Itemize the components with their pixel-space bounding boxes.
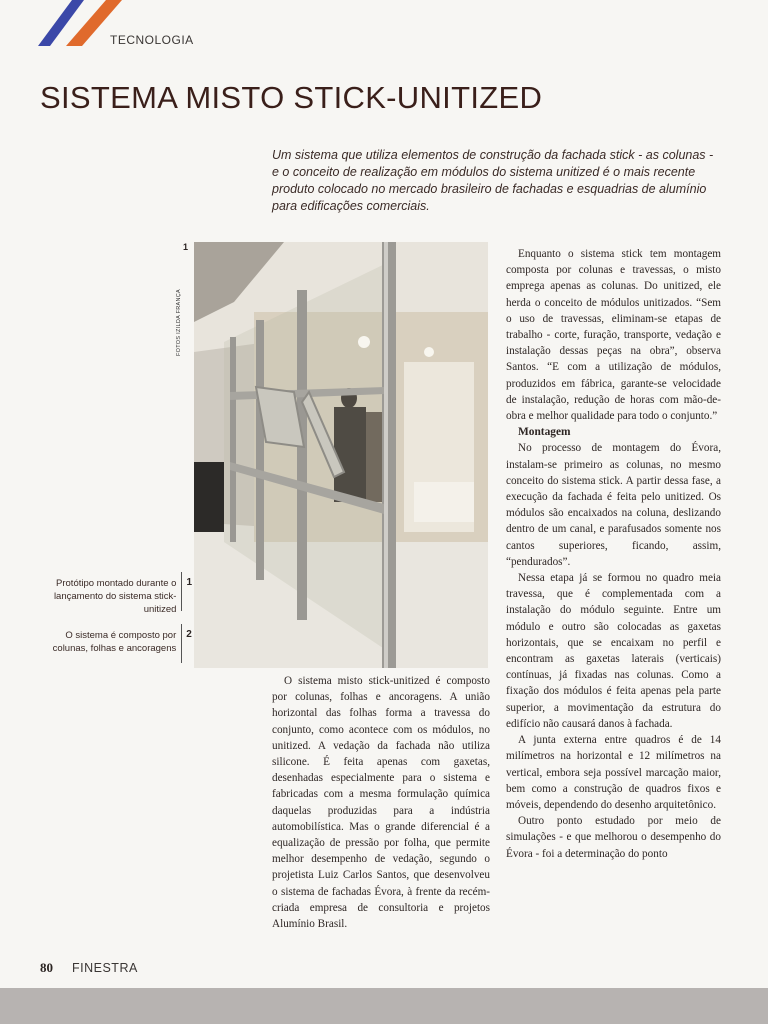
caption-1-text: Protótipo montado durante o lançamento do sistema stick-unitized — [53, 578, 177, 615]
body-paragraph-intro: Enquanto o sistema stick tem montagem composta por colunas e travessas, o misto emprega apenas as colunas. Do unitized, ele herda o conceito de módulos unitizados. “Sem o uso de travessas, eliminam-se etapas de trabalho - corte, furação, transporte, vedação e instalação dessas peças na obra”, observa Santos. “E com a utilização de módulos, produzidos em fábrica, garante-se velocidade de instalação, redução de horas com mão-de-obra e melhor qualidade para todo o conjunto.” — [506, 248, 721, 423]
caption-2-number: 2 — [181, 624, 192, 663]
caption-2 — [40, 624, 192, 663]
body-paragraph: O sistema misto stick-unitized é composto por colunas, folhas e ancoragens. A união horizontal das folhas forma a travessa do conjunto, como acontece com os módulos, no unitized. A vedação da fachada não utiliza silicone. É feita apenas com gaxetas, desenhadas especialmente para o sistema e fabricadas com a mesma formulação química daquelas produzidas para a indústria automobilística. Mas o grande diferencial é a equalização de pressão por folha, que permite melhor desempenho de vedação, segundo o projetista Luiz Carlos Santos, que desenvolveu o sistema de fachadas Évora, à frente da recém-criada empresa de consultoria e projetos Alumínio Brasil. — [272, 675, 490, 931]
photo-captions — [40, 572, 192, 671]
footer-band — [0, 988, 768, 1024]
facade-prototype-photo — [194, 242, 488, 668]
caption-1-number: 1 — [181, 572, 192, 611]
body-paragraph: No processo de montagem do Évora, instalam-se primeiro as colunas, no mesmo conceito do sistema stick. A partir dessa fase, a execução da fachada é feita pelo unitized. Os módulos são encaixados na coluna, deslizando dentro de um canal, e parafusados somente nos cantos superiores, ficando, assim, “pendurados”. — [506, 442, 721, 568]
body-paragraph: Outro ponto estudado por meio de simulações - e que melhorou o desempenho do Évora - foi a determinação do ponto — [506, 815, 721, 860]
page-number: 80 — [40, 960, 53, 975]
photo-figure-number: 1 — [183, 242, 189, 252]
magazine-name: FINESTRA — [72, 961, 138, 975]
body-column-right — [506, 246, 721, 862]
section-label: TECNOLOGIA — [110, 33, 194, 47]
body-paragraph: A junta externa entre quadros é de 14 milímetros na horizontal e 12 milímetros na vertical, embora seja possível marcação maior, bem como a construção de quadros fixos e móveis, dependendo do desenho arquitetônico. — [506, 734, 721, 811]
article-lede: Um sistema que utiliza elementos de construção da fachada stick - as colunas - e o conceito de realização em módulos do sistema unitized é o mais recente produto colocado no mercado brasileiro de fachadas e esquadrias de alumínio para edificações comerciais. — [272, 148, 714, 213]
body-paragraph: Nessa etapa já se formou no quadro meia travessa, que é complementada com a instalação do módulo seguinte. Entre um módulo e outro são colocadas as gaxetas horizontais, que se encaixam no perfil e encontram as gaxetas laterais (verticais) contínuas, já fixadas nas colunas. Como a fixação dos módulos é feita apenas pela parte superior, a movimentação da estrutura do edifício não causará danos à fachada. — [506, 572, 721, 730]
caption-1 — [40, 572, 192, 616]
body-column-left — [272, 673, 490, 932]
photo-credit: FOTOS IZILDA FRANÇA — [176, 288, 182, 356]
subheading-montagem: Montagem — [518, 426, 571, 439]
caption-2-text: O sistema é composto por colunas, folhas e ancoragens — [52, 630, 177, 654]
article-title: SISTEMA MISTO STICK-UNITIZED — [40, 80, 543, 115]
